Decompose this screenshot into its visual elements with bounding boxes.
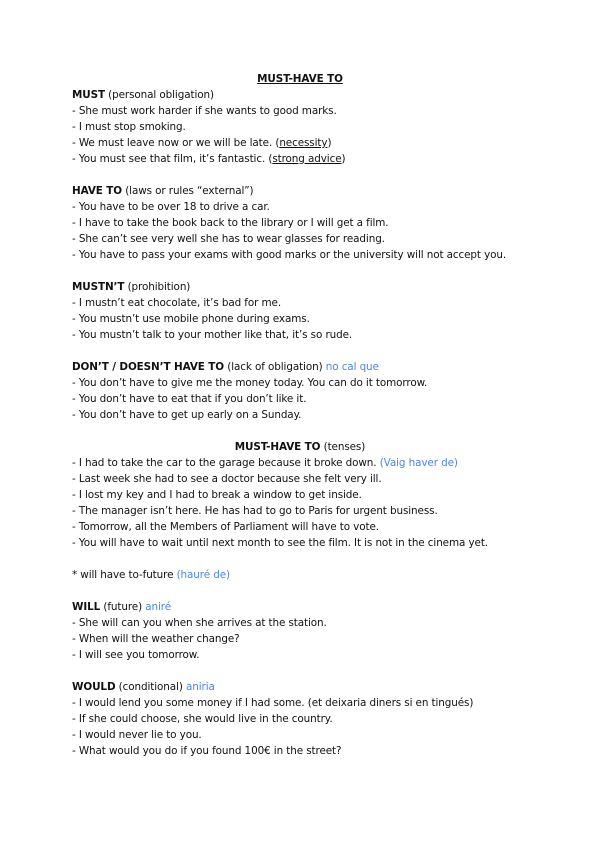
dont-example-2: - You don’t have to eat that if you don’t like it. — [72, 393, 307, 405]
page-title: MUST-HAVE TO — [257, 73, 343, 85]
would-example-4: - What would you do if you found 100€ in the street? — [72, 745, 342, 757]
tenses-example-5: - Tomorrow, all the Members of Parliament will have to vote. — [72, 521, 379, 533]
will-example-3: - I will see you tomorrow. — [72, 649, 200, 661]
will-example-2: - When will the weather change? — [72, 633, 240, 645]
dont-example-1: - You don’t have to give me the money today. You can do it tomorrow. — [72, 377, 428, 389]
must-example-2: - I must stop smoking. — [72, 121, 186, 133]
mustnt-example-2: - You mustn’t use mobile phone during exams. — [72, 313, 310, 325]
would-example-3: - I would never lie to you. — [72, 729, 202, 741]
mustnt-example-3: - You mustn’t talk to your mother like that, it’s so rude. — [72, 329, 353, 341]
must-heading: MUST (personal obligation) — [72, 89, 214, 101]
must-example-3: - We must leave now or we will be late. (necessity) — [72, 137, 332, 149]
have-to-example-3: - She can’t see very well she has to wear glasses for reading. — [72, 233, 385, 245]
will-example-1: - She will can you when she arrives at the station. — [72, 617, 327, 629]
have-to-example-1: - You have to be over 18 to drive a car. — [72, 201, 270, 213]
would-example-1: - I would lend you some money if I had some. (et deixaria diners si en tingués) — [72, 697, 474, 709]
dont-example-3: - You don’t have to get up early on a Sunday. — [72, 409, 302, 421]
tenses-example-4: - The manager isn’t here. He has had to go to Paris for urgent business. — [72, 505, 438, 517]
would-example-2: - If she could choose, she would live in the country. — [72, 713, 333, 725]
will-heading: WILL (future) aniré — [72, 601, 172, 613]
tenses-example-1: - I had to take the car to the garage because it broke down. (Vaig haver de) — [72, 457, 458, 469]
would-heading: WOULD (conditional) aniria — [72, 681, 215, 693]
tenses-example-3: - I lost my key and I had to break a window to get inside. — [72, 489, 362, 501]
tenses-example-6: - You will have to wait until next month to see the film. It is not in the cinema yet. — [72, 537, 488, 549]
tenses-example-2: - Last week she had to see a doctor because she felt very ill. — [72, 473, 382, 485]
mustnt-heading: MUSTN’T (prohibition) — [72, 281, 191, 293]
dont-have-to-heading: DON’T / DOESN’T HAVE TO (lack of obligation) no cal que — [72, 361, 379, 373]
have-to-example-4: - You have to pass your exams with good marks or the university will not accept you. — [72, 249, 507, 261]
tenses-heading: MUST-HAVE TO (tenses) — [234, 441, 366, 453]
must-example-4: - You must see that film, it’s fantastic. (strong advice) — [72, 153, 346, 165]
future-note: * will have to-future (hauré de) — [72, 569, 230, 581]
mustnt-example-1: - I mustn’t eat chocolate, it’s bad for me. — [72, 297, 282, 309]
have-to-example-2: - I have to take the book back to the library or I will get a film. — [72, 217, 389, 229]
must-example-1: - She must work harder if she wants to good marks. — [72, 105, 337, 117]
have-to-heading: HAVE TO (laws or rules “external”) — [72, 185, 254, 197]
